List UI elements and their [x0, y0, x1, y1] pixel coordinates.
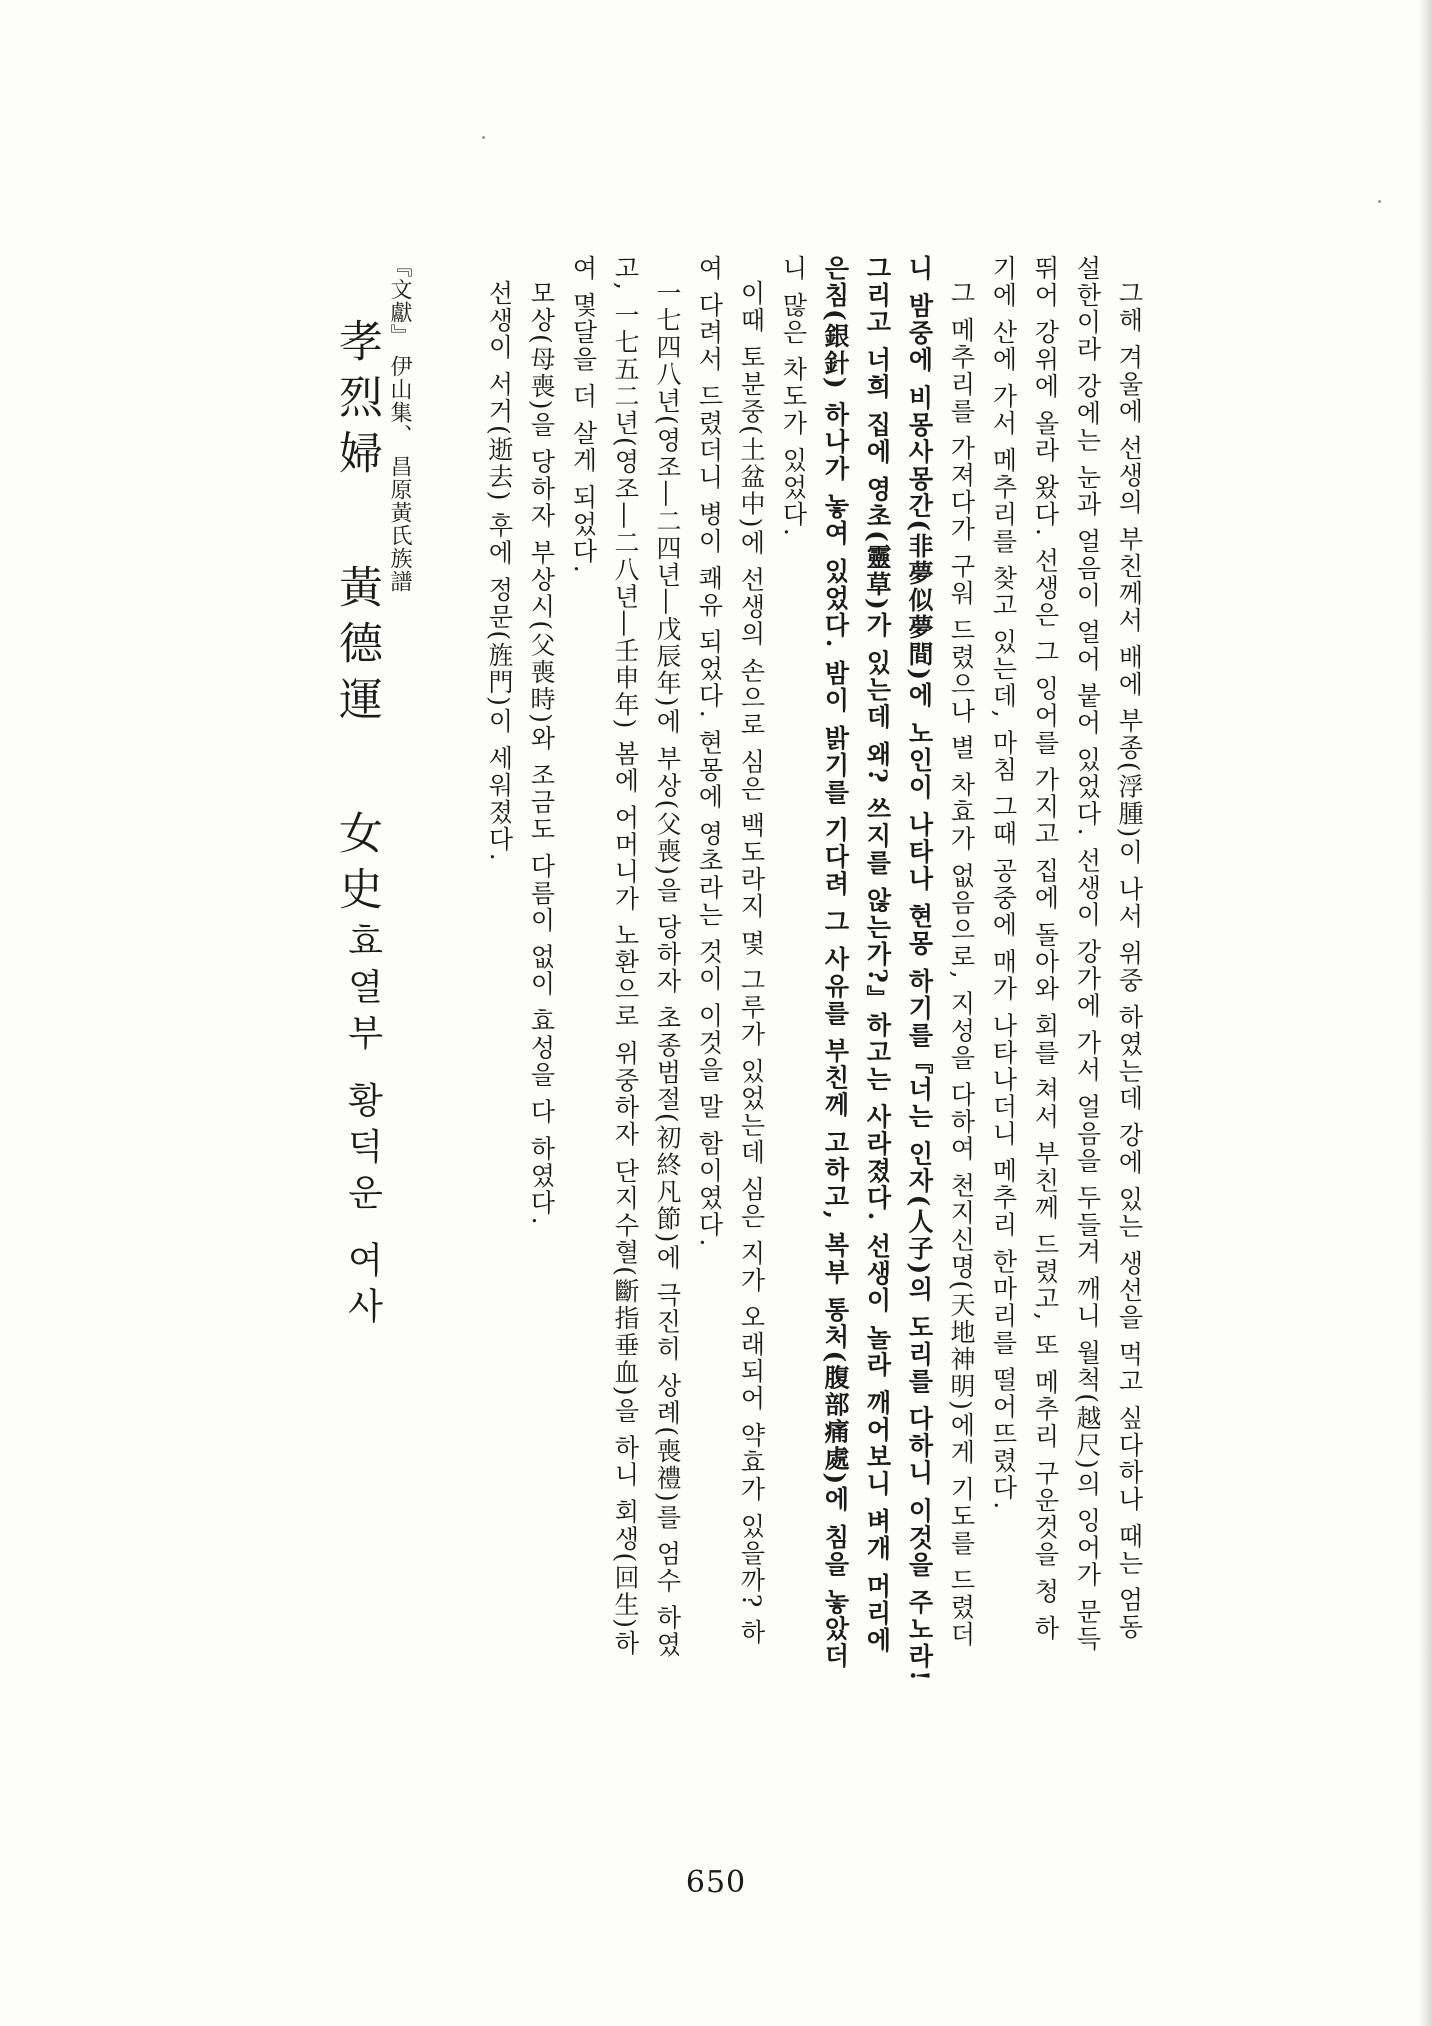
text-column: 이때 토분중(土盆中)에 선생의 손으로 심은 백도라지 몇 그루가 있었는데 심은 지가 오래되어 약효가 있을까? 하 — [737, 280, 766, 1647]
text-column: 니 밤중에 비몽사몽간(非夢似夢間)에 노인이 나타나 현몽 하기를『너는 인자(人子)의 도리를 다하니 이것을 주노라! — [905, 255, 934, 1684]
title-hanja — [330, 318, 382, 922]
text-column: 뛰어 강위에 올라 왔다. 선생은 그 잉어를 가지고 집에 돌아와 회를 쳐서 부친께 드렸고, 또 메추리 구운것을 청 하 — [1031, 255, 1060, 1642]
title-hanja-3: 女史 — [331, 810, 382, 922]
title-hangul-reading — [330, 922, 382, 1333]
text-column: 선생이 서거(逝去) 후에 정문(旌門)이 세워졌다. — [485, 280, 514, 863]
title-hangul-1: 효열부 — [342, 922, 383, 1060]
scan-speck — [482, 136, 485, 139]
section-title — [330, 318, 382, 1333]
title-hangul-3: 여사 — [342, 1240, 383, 1333]
body-text — [378, 255, 1150, 1855]
scan-speck — [1378, 200, 1381, 203]
text-column: 모상(母喪)을 당하자 부상시(父喪時)와 조금도 다름이 없이 효성을 다 하였다. — [527, 280, 556, 1227]
text-column: 은침(銀針) 하나가 놓여 있었다. 밤이 밝기를 기다려 그 사유를 부친께 고하고, 복부 통처(腹部痛處)에 침을 놓았더 — [821, 255, 850, 1670]
text-column: 여 다려서 드렸더니 병이 쾌유 되었다. 현몽에 영초라는 것이 이것을 말 함이였다. — [695, 255, 724, 1249]
text-column: 기에 산에 가서 메추리를 찾고 있는데, 마침 그때 공중에 매가 나타나더니 메추리 한마리를 떨어뜨렸다. — [989, 255, 1018, 1512]
page-number: 650 — [685, 1865, 747, 1900]
source-citation: 『文獻』 伊山集、 昌原黃氏族譜 — [387, 255, 412, 593]
text-column: 一七四八년(영조―二四년―戊辰年)에 부상(父喪)을 당하자 초종범절(初終凡節)에 극진히 상례(喪禮)를 엄수 하였 — [653, 280, 682, 1659]
text-column: 니 많은 차도가 있었다. — [779, 255, 808, 538]
title-hanja-2: 黃德運 — [331, 564, 382, 732]
title-column-pair — [330, 318, 382, 1333]
text-column: 고, 一七五二년(영조―二八년―壬申年) 봄에 어머니가 노환으로 위중하자 단지수혈(斷指垂血)을 하니 회생(回生)하 — [611, 255, 640, 1658]
text-column: 그 메추리를 가져다가 구워 드렸으나 별 차효가 없음으로, 지성을 다하여 천지신명(天地神明)에게 기도를 드렸더 — [947, 280, 976, 1648]
text-column: 설한이라 강에는 눈과 얼음이 얼어 붙어 있었다. 선생이 강가에 가서 얼음을 두들겨 깨니 월척(越尺)의 잉어가 문득 — [1073, 255, 1102, 1653]
text-column: 그리고 너희 집에 영초(靈草)가 있는데 왜? 쓰지를 않는가?』하고는 사라졌다. 선생이 놀라 깨어보니 벼개 머리에 — [863, 255, 892, 1654]
text-column: 그해 겨울에 선생의 부친께서 배에 부종(浮腫)이 나서 위중 하였는데 강에 있는 생선을 먹고 싶다하나 때는 엄동 — [1115, 280, 1144, 1641]
text-column: 여 몇달을 더 살게 되었다. — [569, 255, 598, 575]
title-hangul-2: 황덕운 — [342, 1081, 383, 1220]
title-hanja-1: 孝烈婦 — [331, 318, 382, 486]
page-binding-edge — [1418, 0, 1432, 2026]
